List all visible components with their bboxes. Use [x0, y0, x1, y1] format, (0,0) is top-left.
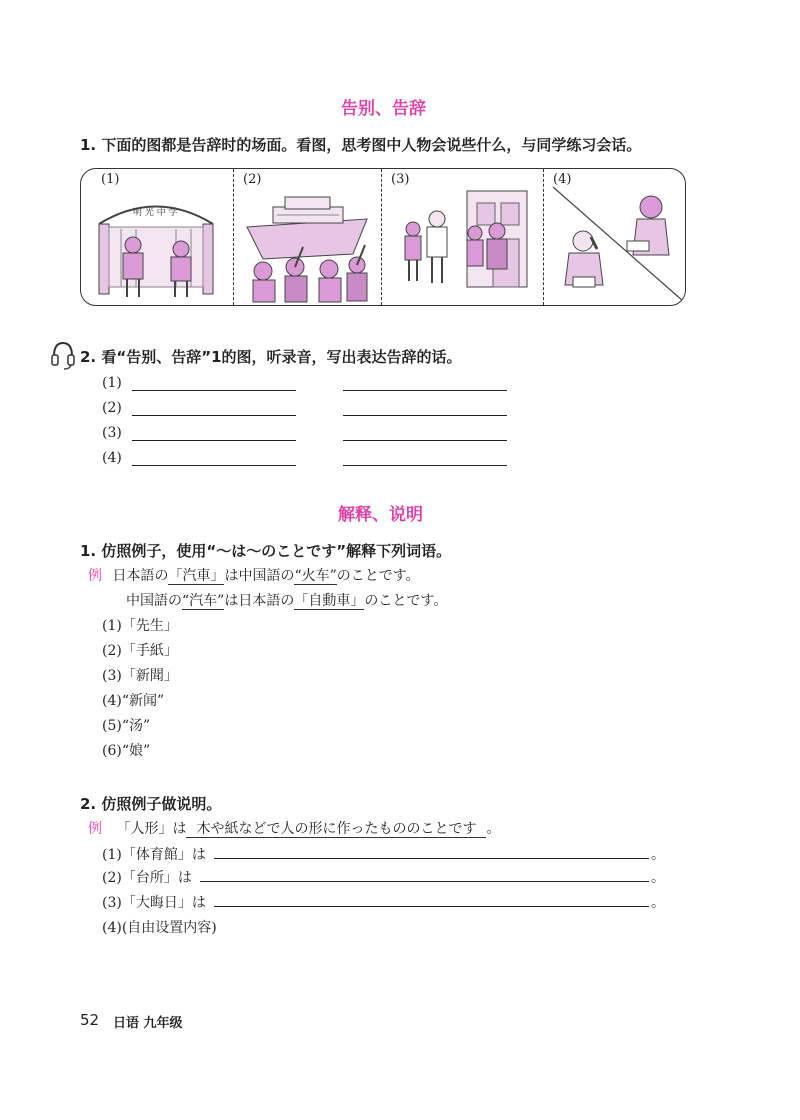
- section-title-farewell: 告别、告辞: [341, 99, 426, 119]
- answer-row-label: (2): [102, 400, 122, 416]
- panel-3: [381, 169, 543, 305]
- question-1-text: 1. 仿照例子，使用“～は～のことです”解释下列词语。: [80, 542, 452, 560]
- answer-row-label: (4): [102, 450, 122, 466]
- vocab-item: (1)「先生」: [102, 618, 178, 634]
- panel-1: [81, 169, 233, 305]
- vocab-item: (4)“新闻”: [102, 693, 165, 709]
- section-title-explanation: 解释、说明: [338, 505, 423, 525]
- fill-item: (1)「体育館」は: [102, 847, 206, 863]
- example-term: “火车”: [294, 568, 337, 584]
- vocab-item: (2)「手紙」: [102, 643, 178, 659]
- example-text: 。: [486, 821, 501, 837]
- example-term: 「汽車」: [168, 568, 225, 584]
- example-row-3: [88, 818, 500, 838]
- fill-item: (2)「台所」は: [102, 870, 192, 886]
- example-term: “汽车”: [182, 593, 225, 609]
- example-text: のことです。: [336, 568, 420, 584]
- question-2-text: 2. 仿照例子做说明。: [80, 795, 222, 813]
- phone-call-illustration: [543, 169, 686, 305]
- free-item: (4)(自由设置内容): [102, 920, 217, 936]
- panel-2: [233, 169, 381, 305]
- fill-blank[interactable]: [214, 858, 649, 859]
- panel-2-label: (2): [243, 172, 262, 187]
- panel-3-label: (3): [391, 172, 410, 187]
- answer-blank[interactable]: [343, 415, 507, 416]
- book-title: 日语 九年级: [113, 1016, 183, 1031]
- answer-blank[interactable]: [132, 390, 296, 391]
- school-sign-text: 明 光 中 学: [133, 208, 178, 218]
- answer-blank[interactable]: [343, 465, 507, 466]
- answer-blank[interactable]: [132, 440, 296, 441]
- answer-blank[interactable]: [132, 415, 296, 416]
- vocab-item: (3)「新聞」: [102, 668, 178, 684]
- school-gate-illustration: [81, 169, 233, 305]
- example-term: 「自動車」: [294, 593, 365, 609]
- page-number: 52: [80, 1011, 100, 1029]
- illustration-panels: [80, 168, 686, 306]
- answer-row-label: (1): [102, 375, 122, 391]
- answer-blank[interactable]: [343, 440, 507, 441]
- example-marker: 例: [88, 821, 102, 837]
- fill-blank[interactable]: [214, 906, 649, 907]
- example-marker: 例: [88, 568, 102, 584]
- question-1-text: 1. 下面的图都是告辞时的场面。看图，思考图中人物会说些什么，与同学练习会话。: [80, 136, 642, 154]
- example-row-1: [88, 565, 420, 585]
- panel-4-label: (4): [553, 172, 572, 187]
- answer-blank[interactable]: [132, 465, 296, 466]
- example-text: 「人形」は: [116, 821, 187, 837]
- example-row-2: [126, 590, 447, 610]
- example-text: のことです。: [364, 593, 448, 609]
- fill-end-mark: 。: [651, 847, 665, 863]
- fill-end-mark: 。: [651, 895, 665, 911]
- example-text: 中国語の: [126, 593, 182, 609]
- ship-farewell-illustration: [233, 169, 381, 305]
- vocab-item: (5)“汤”: [102, 718, 151, 734]
- fill-end-mark: 。: [651, 870, 665, 886]
- question-2-text: 2. 看“告别、告辞”1的图，听录音，写出表达告辞的话。: [80, 348, 462, 366]
- example-text: 日本語の: [112, 568, 169, 584]
- example-answer: 木や紙などで人の形に作ったもののことです: [186, 821, 486, 838]
- example-text: は日本語の: [224, 593, 295, 609]
- fill-item: (3)「大晦日」は: [102, 895, 206, 911]
- fill-blank[interactable]: [200, 881, 649, 882]
- house-farewell-illustration: [381, 169, 543, 305]
- panel-4: [543, 169, 686, 305]
- panel-1-label: (1): [101, 172, 120, 187]
- answer-blank[interactable]: [343, 390, 507, 391]
- example-text: は中国語の: [224, 568, 295, 584]
- headphone-icon: [50, 340, 76, 370]
- vocab-item: (6)“娘”: [102, 743, 151, 759]
- answer-row-label: (3): [102, 425, 122, 441]
